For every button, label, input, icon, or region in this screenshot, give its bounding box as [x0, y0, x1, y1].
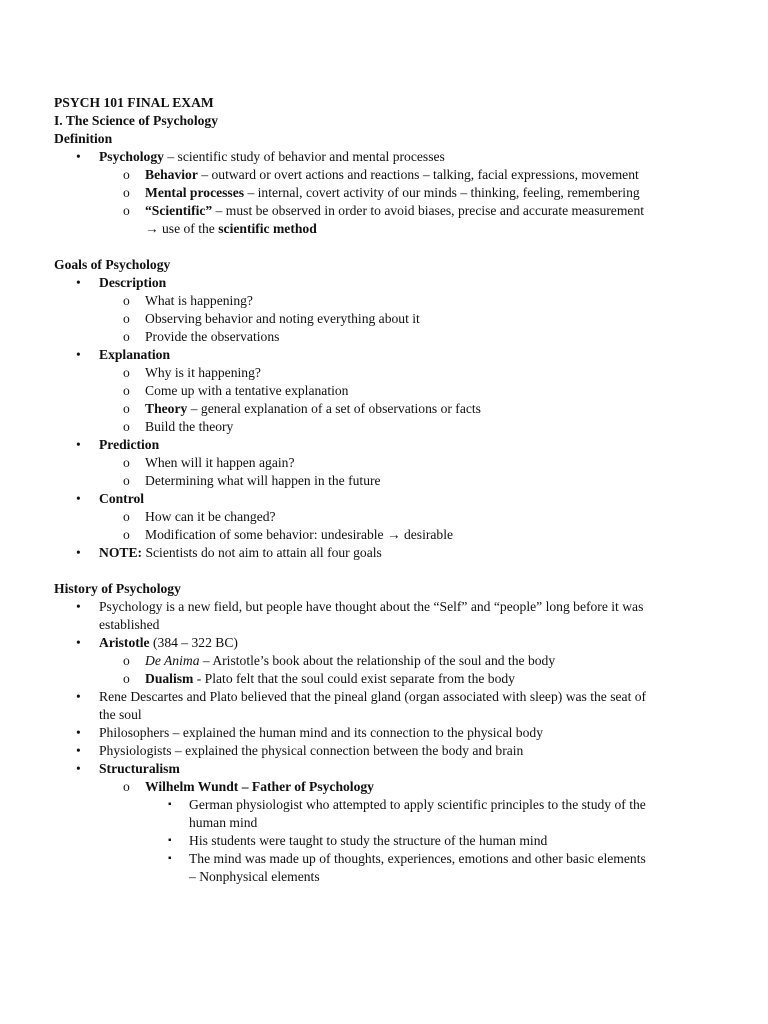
term: Aristotle [99, 635, 150, 650]
list-item [54, 634, 768, 652]
square-marker: ▪ [168, 835, 172, 846]
bullet-marker: • [76, 689, 81, 704]
term: scientific method [218, 221, 317, 236]
definition-text: – must be observed in order to avoid biases, precise and accurate measurement [212, 203, 645, 218]
bullet-marker: • [76, 599, 81, 614]
goals-heading: Goals of Psychology [54, 257, 171, 272]
history-heading: History of Psychology [54, 581, 181, 596]
list-item [54, 400, 768, 418]
list-item [54, 274, 768, 292]
list-text: What is happening? [145, 293, 253, 308]
circle-marker: o [123, 653, 130, 668]
list-item [54, 832, 768, 850]
circle-marker: o [123, 779, 130, 794]
term: Behavior [145, 167, 198, 182]
list-text: Scientists do not aim to attain all four goals [142, 545, 382, 560]
note-label: NOTE: [99, 545, 143, 560]
circle-marker: o [123, 167, 130, 182]
circle-marker: o [123, 527, 130, 542]
definition-text: – outward or overt actions and reactions – talking, facial expressions, movement [197, 167, 639, 182]
list-text: Provide the observations [145, 329, 280, 344]
circle-marker: o [123, 671, 130, 686]
list-item [54, 382, 768, 400]
list-text: The mind was made up of thoughts, experiences, emotions and other basic elements – Nonphysical elements [189, 851, 646, 884]
list-item [54, 598, 768, 634]
list-text: German physiologist who attempted to apply scientific principles to the study of the human mind [189, 797, 646, 830]
bullet-marker: • [76, 545, 81, 560]
list-item [54, 688, 768, 724]
bullet-marker: • [76, 347, 81, 362]
circle-marker: o [123, 203, 130, 218]
circle-marker: o [123, 419, 130, 434]
bullet-marker: • [76, 491, 81, 506]
list-item [54, 508, 768, 526]
goal-label: Explanation [99, 347, 171, 362]
list-item [54, 760, 768, 778]
list-item [54, 670, 768, 688]
circle-marker: o [123, 383, 130, 398]
definition-text: – scientific study of behavior and mental processes [163, 149, 445, 164]
list-item [54, 796, 768, 832]
list-text: (384 – 322 BC) [149, 635, 238, 650]
list-item [54, 166, 768, 184]
list-item [54, 454, 768, 472]
circle-marker: o [123, 329, 130, 344]
list-item [54, 472, 768, 490]
goal-label: Description [99, 275, 167, 290]
definition-text: use of the [158, 221, 219, 236]
list-text: His students were taught to study the structure of the human mind [189, 833, 548, 848]
list-item [54, 526, 768, 544]
list-item [54, 364, 768, 382]
list-item [54, 184, 768, 202]
circle-marker: o [123, 365, 130, 380]
arrow-icon: → [145, 221, 159, 236]
bullet-marker: • [76, 275, 81, 290]
circle-marker: o [123, 401, 130, 416]
list-text: Come up with a tentative explanation [145, 383, 349, 398]
page-title: PSYCH 101 FINAL EXAM [54, 95, 214, 110]
list-text: - Plato felt that the soul could exist separate from the body [193, 671, 515, 686]
list-text: Determining what will happen in the future [145, 473, 381, 488]
square-marker: ▪ [168, 799, 172, 810]
list-item [54, 292, 768, 310]
list-item [54, 346, 768, 364]
goal-label: Control [99, 491, 145, 506]
bullet-marker: • [76, 743, 81, 758]
list-text: – Aristotle’s book about the relationship of the soul and the body [199, 653, 556, 668]
term: Psychology [99, 149, 164, 164]
bullet-marker: • [76, 635, 81, 650]
list-text: Physiologists – explained the physical connection between the body and brain [99, 743, 524, 758]
list-text: Psychology is a new field, but people have thought about the “Self” and “people” long before it was established [99, 599, 644, 632]
term: Dualism [145, 671, 194, 686]
term: Structuralism [99, 761, 180, 776]
term: Wilhelm Wundt – Father of Psychology [145, 779, 374, 794]
list-text: – general explanation of a set of observations or facts [187, 401, 481, 416]
list-text: desirable [400, 527, 454, 542]
list-text: Philosophers – explained the human mind and its connection to the physical body [99, 725, 543, 740]
section-heading: I. The Science of Psychology [54, 113, 219, 128]
term: Theory [145, 401, 188, 416]
list-text: Modification of some behavior: undesirable [145, 527, 387, 542]
list-item [54, 652, 768, 670]
list-text: When will it happen again? [145, 455, 295, 470]
list-item [54, 490, 768, 508]
list-item [54, 742, 768, 760]
list-text: How can it be changed? [145, 509, 276, 524]
list-text: Why is it happening? [145, 365, 261, 380]
list-text: Rene Descartes and Plato believed that the pineal gland (organ associated with sleep) was the seat of the soul [99, 689, 647, 722]
circle-marker: o [123, 473, 130, 488]
circle-marker: o [123, 509, 130, 524]
list-text: Build the theory [145, 419, 234, 434]
list-item [54, 310, 768, 328]
circle-marker: o [123, 311, 130, 326]
definition-heading: Definition [54, 131, 113, 146]
circle-marker: o [123, 293, 130, 308]
list-item [54, 544, 768, 562]
list-item [54, 724, 768, 742]
list-item [54, 328, 768, 346]
square-marker: ▪ [168, 853, 172, 864]
circle-marker: o [123, 185, 130, 200]
circle-marker: o [123, 455, 130, 470]
book-title: De Anima [145, 653, 200, 668]
list-item [54, 436, 768, 454]
term: Mental processes [145, 185, 245, 200]
arrow-icon: → [386, 527, 401, 542]
list-text: Observing behavior and noting everything about it [145, 311, 420, 326]
goal-label: Prediction [99, 437, 160, 452]
list-item [54, 778, 768, 796]
bullet-marker: • [76, 725, 81, 740]
list-item [54, 418, 768, 436]
list-item [54, 148, 768, 166]
list-item [54, 202, 768, 238]
list-item [54, 850, 768, 886]
bullet-marker: • [76, 761, 81, 776]
term: “Scientific” [145, 203, 213, 218]
bullet-marker: • [76, 149, 81, 164]
bullet-marker: • [76, 437, 81, 452]
definition-text: – internal, covert activity of our minds – thinking, feeling, remembering [244, 185, 640, 200]
